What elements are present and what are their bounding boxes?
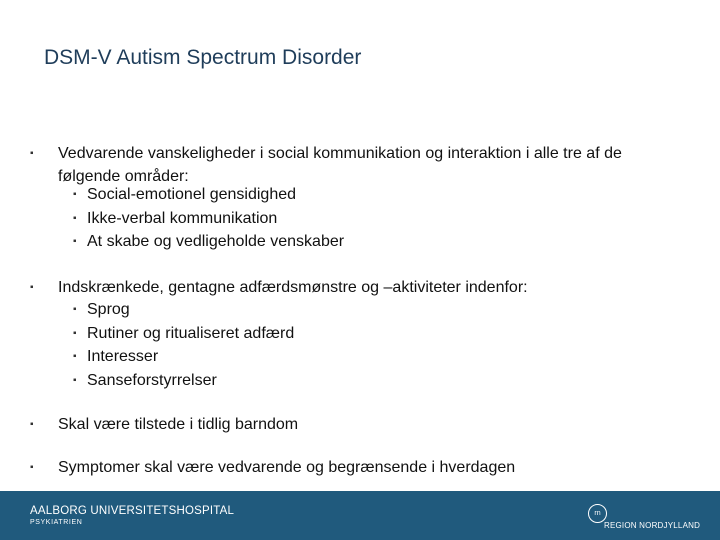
hospital-department: PSYKIATRIEN [30, 519, 83, 526]
sub-bullet-item [58, 298, 670, 322]
region-emblem-icon: rn [588, 504, 607, 523]
bullet-item [30, 456, 670, 479]
sub-list [30, 183, 670, 254]
sub-bullet-item [58, 322, 670, 346]
hospital-logo [30, 505, 234, 529]
bullet-item [30, 276, 670, 299]
slide-title: DSM-V Autism Spectrum Disorder [44, 46, 362, 69]
bullet-icon: ▪ [73, 327, 77, 339]
sub-bullet-text: Social-emotionel gensidighed [87, 186, 297, 203]
bullet-icon: ▪ [30, 462, 34, 473]
bullet-icon: ▪ [73, 189, 77, 200]
sub-bullet-text: Sprog [87, 301, 130, 318]
sub-bullet-text: Sanseforstyrrelser [87, 371, 217, 389]
sub-bullet-item [58, 369, 670, 393]
bullet-icon: ▪ [73, 212, 77, 224]
sub-list [30, 298, 670, 392]
bullet-text: Indskrænkede, gentagne adfærdsmønstre og –aktiviteter indenfor: [58, 279, 528, 296]
bullet-icon: ▪ [73, 351, 77, 362]
sub-bullet-item [58, 207, 670, 231]
bullet-text: Symptomer skal være vedvarende og begrænsende i hverdagen [58, 459, 516, 476]
region-name: REGION NORDJYLLAND [604, 521, 701, 530]
bullet-item [30, 413, 670, 436]
sub-bullet-text: Interesser [87, 348, 159, 365]
bullet-icon: ▪ [30, 282, 34, 293]
bullet-item [30, 142, 670, 188]
bullet-icon: ▪ [73, 304, 77, 315]
bullet-text: Skal være tilstede i tidlig barndom [58, 416, 299, 433]
sub-bullet-item [58, 183, 670, 207]
bullet-text: Vedvarende vanskeligheder i social kommunikation og interaktion i alle tre af de følgende områder: [58, 145, 622, 185]
sub-bullet-item [58, 230, 670, 254]
bullet-icon: ▪ [73, 236, 77, 247]
sub-bullet-text: Rutiner og ritualiseret adfærd [87, 324, 295, 342]
hospital-name: AALBORG UNIVERSITETSHOSPITAL [30, 505, 235, 517]
bullet-icon: ▪ [30, 419, 34, 430]
sub-bullet-text: Ikke-verbal kommunikation [87, 209, 278, 227]
region-logo [588, 504, 710, 532]
bullet-icon: ▪ [30, 148, 34, 159]
sub-bullet-text: At skabe og vedligeholde venskaber [87, 233, 345, 250]
bullet-icon: ▪ [73, 374, 77, 386]
sub-bullet-item [58, 345, 670, 369]
